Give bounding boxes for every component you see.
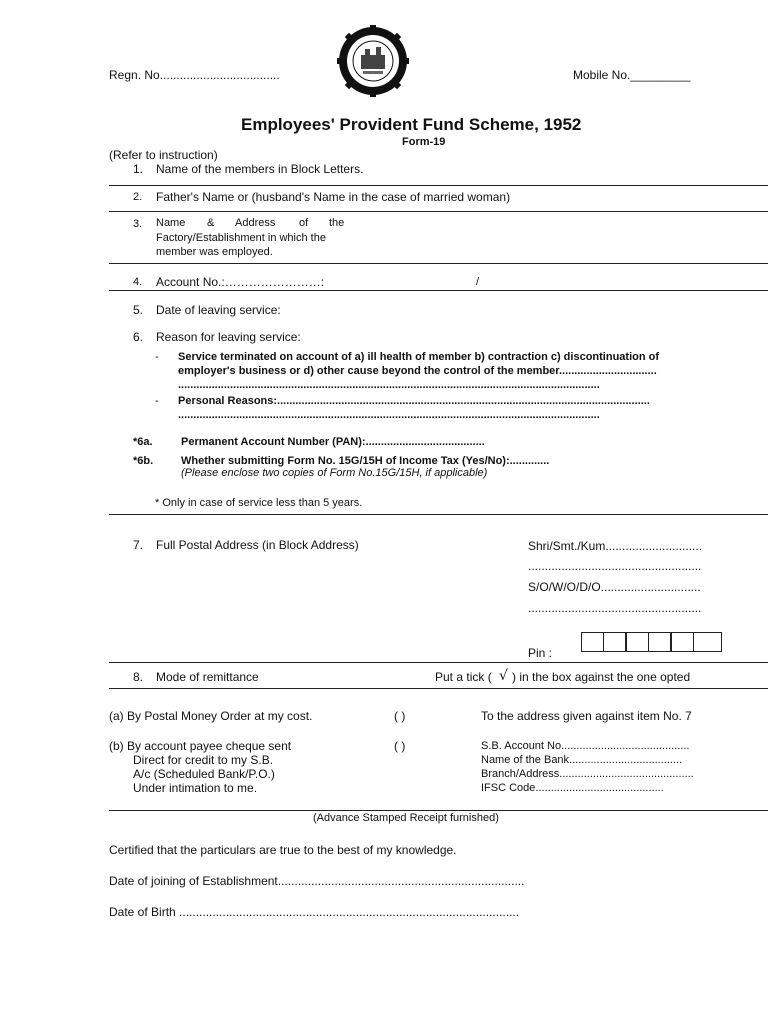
option-b-label: (b) By account payee cheque sent — [109, 739, 292, 753]
tick-instruction-end: ) in the box against the one opted — [512, 670, 691, 684]
address-relation: S/O/W/O/D/O.............................. — [528, 580, 701, 594]
divider — [109, 810, 768, 811]
item-6a-label: Permanent Account Number (PAN):....................................... — [181, 436, 485, 448]
divider — [109, 211, 768, 212]
pin-digit-box[interactable] — [581, 632, 604, 652]
pin-digit-box[interactable] — [626, 632, 649, 652]
item-7-label: Full Postal Address (in Block Address) — [156, 538, 359, 552]
item-3-word: & — [207, 217, 215, 229]
option-a-label: (a) By Postal Money Order at my cost. — [109, 709, 313, 723]
item-1-number: 1. — [133, 162, 144, 176]
reason-1-line-3: .......................................................................................................................................... — [178, 379, 600, 391]
address-line: .................................................... — [528, 559, 702, 573]
date-of-birth: Date of Birth ...................................................................................................... — [109, 905, 520, 919]
sb-account-field: S.B. Account No.......................................... — [481, 740, 690, 752]
item-7-number: 7. — [133, 538, 144, 552]
option-a-detail: To the address given against item No. 7 — [481, 709, 692, 723]
reason-2-line-2: .......................................................................................................................................... — [178, 409, 600, 421]
reason-1-line-1: Service terminated on account of a) ill health of member b) contraction c) discontinuation of — [178, 351, 660, 363]
address-line: .................................................... — [528, 601, 702, 615]
option-b-line-4: Under intimation to me. — [133, 781, 258, 795]
date-of-joining: Date of joining of Establishment.......................................................................... — [109, 874, 525, 888]
reason-2-line-1: Personal Reasons:.......................................................................................................................... — [178, 395, 650, 407]
pin-digit-box[interactable] — [603, 632, 626, 652]
branch-address-field: Branch/Address............................................ — [481, 768, 694, 780]
divider — [109, 290, 768, 291]
item-3-number: 3. — [133, 218, 143, 230]
option-b-line-2: Direct for credit to my S.B. — [133, 753, 274, 767]
item-5-number: 5. — [133, 303, 144, 317]
address-name: Shri/Smt./Kum............................. — [528, 539, 703, 553]
reason-1-line-2: employer's business or d) other cause beyond the control of the member................................ — [178, 365, 657, 377]
mobile-no: Mobile No._________ — [573, 68, 691, 82]
form-number: Form-19 — [402, 136, 446, 148]
pin-digit-box[interactable] — [693, 632, 722, 652]
item-3-line-2: Factory/Establishment in which the — [156, 232, 326, 244]
item-4-slash: / — [476, 276, 480, 288]
reason-2-dash: - — [155, 395, 159, 407]
tick-instruction-start: Put a tick ( — [435, 670, 492, 684]
item-3-word: of — [299, 217, 309, 229]
regn-no: Regn. No.................................... — [109, 68, 280, 82]
item-2-number: 2. — [133, 191, 143, 203]
advance-receipt-note: (Advance Stamped Receipt furnished) — [313, 812, 499, 824]
item-4-number: 4. — [133, 276, 143, 288]
item-2-label: Father's Name or (husband's Name in the case of married woman) — [156, 190, 511, 204]
item-8-label: Mode of remittance — [156, 670, 259, 684]
ifsc-field: IFSC Code.......................................... — [481, 782, 664, 794]
item-6b-note: (Please enclose two copies of Form No.15G/15H, if applicable) — [181, 467, 488, 479]
item-6b-label: Whether submitting Form No. 15G/15H of Income Tax (Yes/No):............. — [181, 455, 550, 467]
item-3-line-3: member was employed. — [156, 246, 273, 258]
refer-instruction: (Refer to instruction) — [109, 148, 218, 162]
certification-text: Certified that the particulars are true to the best of my knowledge. — [109, 843, 457, 857]
tick-mark-icon: √ — [499, 668, 508, 684]
bank-name-field: Name of the Bank..................................... — [481, 754, 683, 766]
option-b-checkbox[interactable]: ( ) — [394, 739, 406, 753]
item-5-label: Date of leaving service: — [156, 303, 281, 317]
item-6b-number: *6b. — [133, 455, 154, 467]
divider — [109, 514, 768, 515]
reason-1-dash: - — [155, 351, 159, 363]
epfo-logo — [337, 25, 409, 97]
item-6-label: Reason for leaving service: — [156, 330, 301, 344]
divider — [109, 185, 768, 186]
divider — [109, 688, 768, 689]
item-3-word: Address — [235, 217, 276, 229]
pin-digit-box[interactable] — [648, 632, 671, 652]
divider — [109, 662, 768, 663]
service-note: * Only in case of service less than 5 years. — [155, 497, 363, 509]
item-6a-number: *6a. — [133, 436, 153, 448]
pin-label: Pin : — [528, 646, 553, 660]
pin-digit-box[interactable] — [671, 632, 694, 652]
option-b-line-3: A/c (Scheduled Bank/P.O.) — [133, 767, 275, 781]
divider — [109, 263, 768, 264]
page-title: Employees' Provident Fund Scheme, 1952 — [241, 115, 582, 134]
item-6-number: 6. — [133, 330, 144, 344]
item-8-number: 8. — [133, 670, 144, 684]
item-3-word: Name — [156, 217, 186, 229]
item-3-word: the — [329, 217, 345, 229]
item-1-label: Name of the members in Block Letters. — [156, 162, 364, 176]
option-a-checkbox[interactable]: ( ) — [394, 709, 406, 723]
item-4-account-no: Account No.:……………………: — [156, 275, 325, 289]
